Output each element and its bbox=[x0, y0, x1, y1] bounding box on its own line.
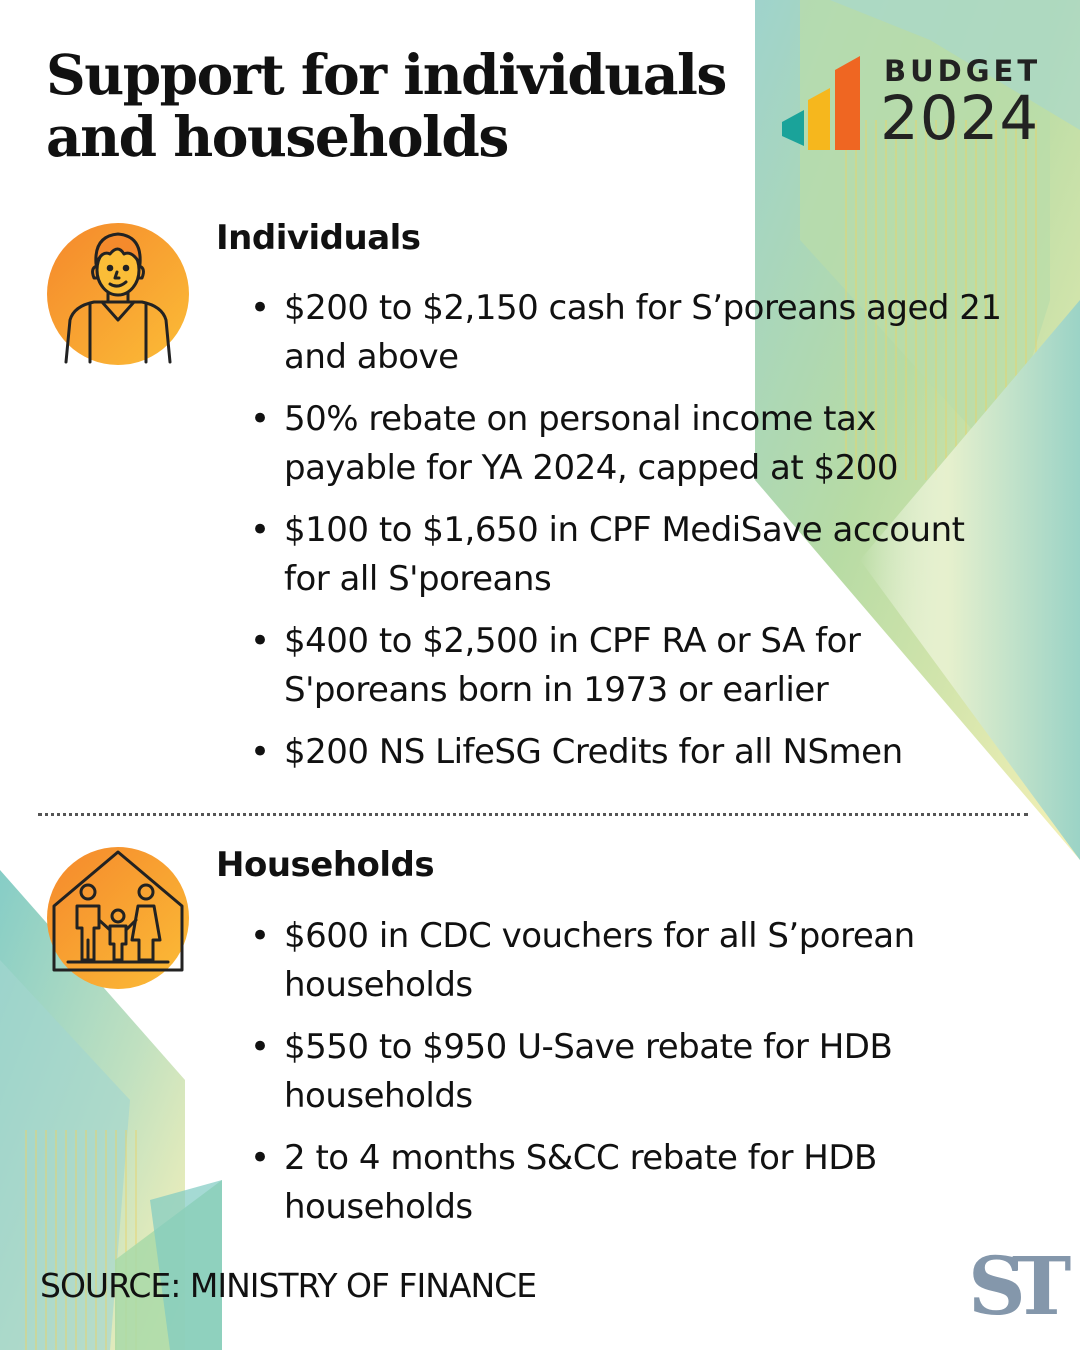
title-line-2: and households bbox=[46, 103, 508, 169]
list-item: • $600 in CDC vouchers for all S’porean households bbox=[250, 912, 1010, 1010]
households-list bbox=[250, 912, 1010, 1245]
section-divider bbox=[38, 813, 1028, 816]
list-item: • 50% rebate on personal income tax payable for YA 2024, capped at $200 bbox=[250, 395, 1010, 493]
title-line-1: Support for individuals bbox=[46, 42, 726, 107]
source-note: SOURCE: MINISTRY OF FINANCE bbox=[40, 1266, 537, 1305]
st-brand-logo: ST bbox=[968, 1239, 1058, 1333]
person-icon bbox=[44, 220, 192, 368]
list-item: • $100 to $1,650 in CPF MediSave account for all S'poreans bbox=[250, 506, 1010, 604]
individuals-list bbox=[250, 284, 1010, 790]
list-item: • $400 to $2,500 in CPF RA or SA for S'poreans born in 1973 or earlier bbox=[250, 617, 1010, 715]
list-item: • $550 to $950 U-Save rebate for HDB households bbox=[250, 1023, 1010, 1121]
section-heading-households: Households bbox=[216, 845, 435, 885]
budget-2024-logo bbox=[780, 52, 1050, 162]
logo-word: BUDGET bbox=[884, 54, 1042, 88]
page-title bbox=[46, 44, 746, 167]
family-house-icon bbox=[44, 844, 192, 992]
logo-year: 2024 bbox=[880, 83, 1040, 154]
list-item: • $200 NS LifeSG Credits for all NSmen bbox=[250, 728, 1010, 777]
budget-bars-icon bbox=[780, 52, 864, 152]
list-item: • $200 to $2,150 cash for S’poreans aged 21 and above bbox=[250, 284, 1010, 382]
list-item: • 2 to 4 months S&CC rebate for HDB households bbox=[250, 1134, 1010, 1232]
section-heading-individuals: Individuals bbox=[216, 218, 421, 258]
